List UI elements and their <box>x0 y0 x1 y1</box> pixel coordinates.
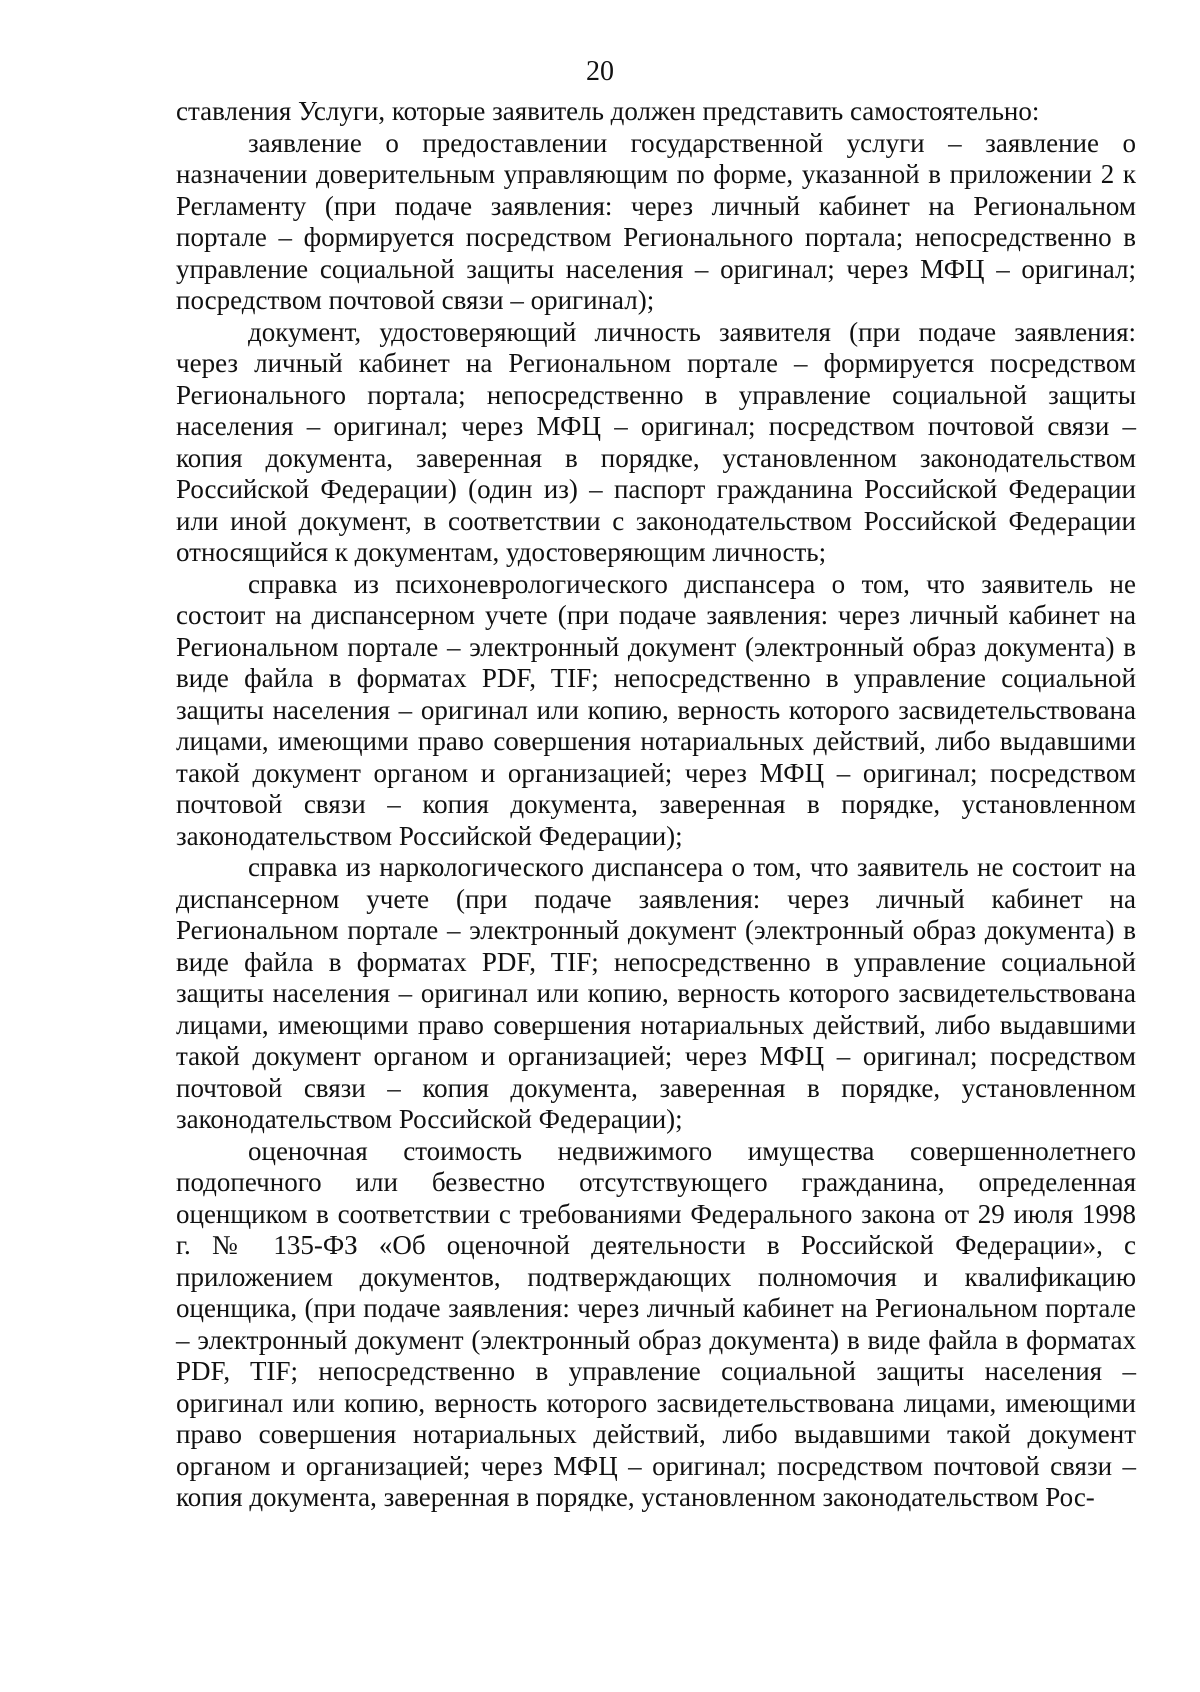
paragraph-property-valuation: оценочная стоимость недвижимого имущества совершеннолетнего подопечного или безвестно отсутствующего гражданина, определенная оценщиком в соответствии с требованиями Федерального закона от 29 июля 1998 г. № 135-ФЗ «Об оценочной деятельности в Российской Федерации», с приложением документов, подтверждающих полномочия и квалификацию оценщика, (при подаче заявления: через личный кабинет на Региональном портале – электронный документ (электронный образ документа) в виде файла в форматах PDF, TIF; непосредственно в управление социальной защиты населения – оригинал или копию, верность которого засвидетельствована лицами, имеющими право совершения нотариальных действий, либо выдавшими такой документ органом и организацией; через МФЦ – оригинал; посредством почтовой связи – копия документа, заверенная в порядке, установленном законодательством Рос- <box>176 1135 1136 1512</box>
page-number: 20 <box>586 56 614 87</box>
paragraph-identity-document: документ, удостоверяющий личность заявителя (при подаче заявления: через личный кабинет на Региональном портале – формируется посредством Регионального портала; непосредственно в управление социальной защиты населения – оригинал; через МФЦ – оригинал; посредством почтовой связи – копия документа, заверенная в порядке, установленном законодательством Российской Федерации) (один из) – паспорт гражданина Российской Федерации или иной документ, в соответствии с законодательством Российской Федерации относящийся к документам, удостоверяющим личность; <box>176 316 1136 567</box>
paragraph-continuation: ставления Услуги, которые заявитель должен представить самостоятельно: <box>176 96 1040 126</box>
document-body <box>176 96 1136 1514</box>
paragraph-narcological-certificate: справка из наркологического диспансера о том, что заявитель не состоит на диспансерном учете (при подаче заявления: через личный кабинет на Региональном портале – электронный документ (электронный образ документа) в виде файла в форматах PDF, TIF; непосредственно в управление социальной защиты населения – оригинал или копию, верность которого засвидетельствована лицами, имеющими право совершения нотариальных действий, либо выдавшими такой документ органом и организацией; через МФЦ – оригинал; посредством почтовой связи – копия документа, заверенная в порядке, установленном законодательством Российской Федерации); <box>176 852 1136 1134</box>
paragraph-application: заявление о предоставлении государственной услуги – заявление о назначении доверительным управляющим по форме, указанной в приложении 2 к Регламенту (при подаче заявления: через личный кабинет на Региональном портале – формируется посредством Регионального портала; непосредственно в управление социальной защиты населения – оригинал; через МФЦ – оригинал; посредством почтовой связи – оригинал); <box>176 127 1136 315</box>
paragraph-psychoneurological-certificate: справка из психоневрологического диспансера о том, что заявитель не состоит на диспансерном учете (при подаче заявления: через личный кабинет на Региональном портале – электронный документ (электронный образ документа) в виде файла в форматах PDF, TIF; непосредственно в управление социальной защиты населения – оригинал или копию, верность которого засвидетельствована лицами, имеющими право совершения нотариальных действий, либо выдавшими такой документ органом и организацией; через МФЦ – оригинал; посредством почтовой связи – копия документа, заверенная в порядке, установленном законодательством Российской Федерации); <box>176 568 1136 851</box>
